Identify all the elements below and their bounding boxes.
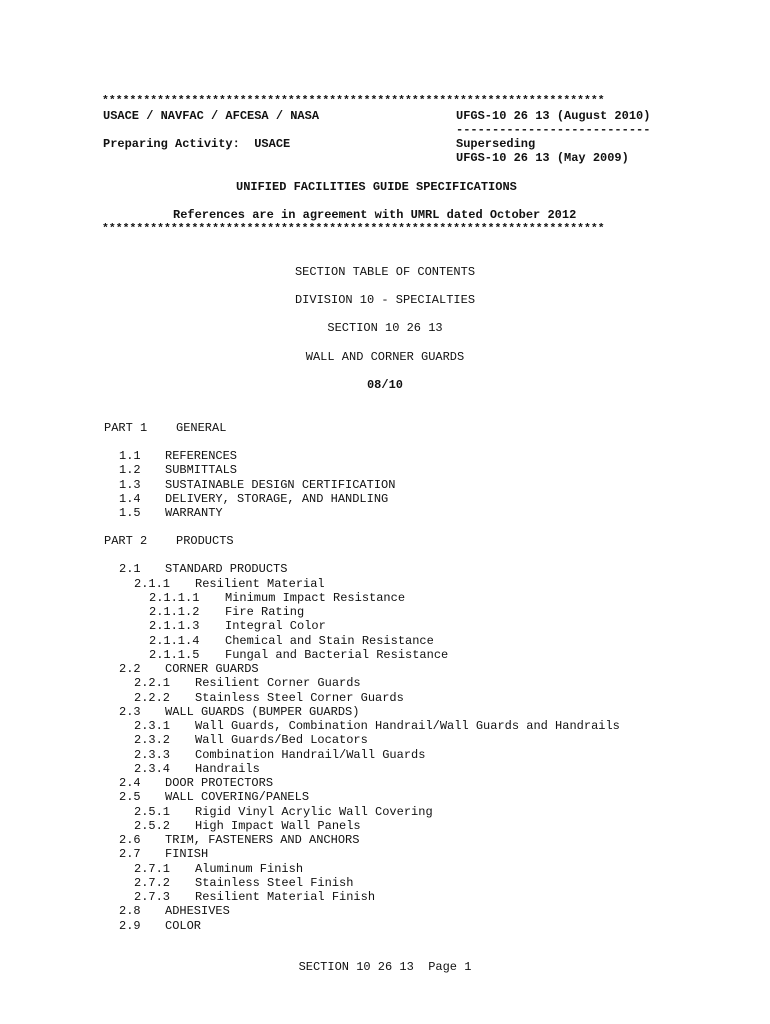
toc-number: 2.1 [119,562,141,577]
toc-number: PART 1 [104,421,148,435]
toc-title: Chemical and Stain Resistance [225,633,434,648]
toc-number: 1.3 [119,477,141,492]
toc-title: Resilient Material [195,576,325,591]
top-star-rule: ************************************************************************* [102,95,605,107]
section-name: WALL AND CORNER GUARDS [305,350,465,364]
toc-title: Rigid Vinyl Acrylic Wall Covering [195,804,433,819]
preparing-value: USACE [254,137,291,151]
toc-number: 2.4 [119,776,141,790]
toc-number: 2.3.4 [134,761,171,776]
toc-title: COLOR [165,918,202,933]
toc-heading: SECTION TABLE OF CONTENTS [294,265,476,279]
toc-number: 2.2.2 [134,690,171,705]
toc-number: 2.3.3 [134,747,171,762]
toc-title: Minimum Impact Resistance [225,590,406,605]
toc-title: Resilient Material Finish [195,890,376,904]
superseded-spec: UFGS-10 26 13 (May 2009) [456,151,629,165]
toc-title: Handrails [195,761,260,776]
toc-title: Stainless Steel Corner Guards [195,690,404,705]
toc-number: 2.5.1 [134,804,171,819]
toc-title: WALL COVERING/PANELS [165,790,310,805]
page-footer: SECTION 10 26 13 Page 1 [298,960,472,974]
toc-title: TRIM, FASTENERS AND ANCHORS [165,833,360,847]
toc-number: 1.5 [119,506,141,520]
toc-title: ADHESIVES [165,904,230,919]
toc-title: Integral Color [225,619,326,634]
toc-number: 2.3.2 [134,733,171,748]
toc-title: WARRANTY [165,506,223,520]
spec-id: UFGS-10 26 13 (August 2010) [456,109,651,123]
toc-title: Wall Guards/Bed Locators [195,733,368,748]
division-heading: DIVISION 10 - SPECIALTIES [294,293,476,307]
toc-title: DELIVERY, STORAGE, AND HANDLING [165,491,389,506]
toc-title: STANDARD PRODUCTS [165,562,288,577]
toc-number: 2.5.2 [134,818,171,833]
toc-number: 2.1.1.3 [149,619,200,634]
toc-title: FINISH [165,847,209,862]
toc-title: PRODUCTS [176,534,234,549]
toc-number: PART 2 [104,534,148,549]
toc-number: 2.7 [119,847,141,862]
toc-number: 1.4 [119,491,141,506]
toc-number: 2.7.1 [134,861,171,876]
toc-number: 2.8 [119,904,141,919]
toc-number: 2.9 [119,918,141,933]
toc-title: High Impact Wall Panels [195,818,361,833]
toc-number: 2.7.2 [134,875,171,890]
toc-number: 2.3 [119,704,141,719]
toc-title: Aluminum Finish [195,861,304,876]
toc-number: 2.6 [119,833,141,847]
section-heading: SECTION 10 26 13 [327,321,443,335]
toc-title: Fungal and Bacterial Resistance [225,647,449,662]
toc-title: Wall Guards, Combination Handrail/Wall Guards and Handrails [195,719,620,733]
toc-title: GENERAL [176,421,227,435]
dash-rule: --------------------------- [456,123,651,137]
umrl-note: References are in agreement with UMRL dated October 2012 [173,208,577,222]
toc-title: Combination Handrail/Wall Guards [195,747,426,762]
toc-number: 2.7.3 [134,890,171,904]
toc-number: 2.2 [119,662,141,676]
toc-title: Resilient Corner Guards [195,676,361,691]
toc-number: 2.1.1.4 [149,633,200,648]
toc-number: 2.3.1 [134,719,171,733]
toc-title: DOOR PROTECTORS [165,776,274,790]
section-date: 08/10 [366,378,403,392]
toc-number: 2.1.1.1 [149,590,200,605]
preparing-label: Preparing Activity: [103,137,240,151]
toc-title: Stainless Steel Finish [195,875,354,890]
toc-number: 2.1.1.5 [149,647,200,662]
toc-title: CORNER GUARDS [165,662,259,676]
bottom-star-rule: ************************************************************************* [102,223,605,235]
toc-number: 1.1 [119,449,141,463]
toc-number: 2.1.1.2 [149,605,200,619]
preparing-activity [103,137,290,151]
toc-title: WALL GUARDS (BUMPER GUARDS) [165,704,360,719]
toc-number: 2.1.1 [134,576,171,591]
toc-title: Fire Rating [225,605,305,619]
guide-title: UNIFIED FACILITIES GUIDE SPECIFICATIONS [236,180,517,194]
toc-number: 2.5 [119,790,141,805]
toc-title: SUBMITTALS [165,463,238,478]
superseding-label: Superseding [456,137,536,151]
toc-number: 1.2 [119,463,141,478]
toc-number: 2.2.1 [134,676,171,691]
agencies: USACE / NAVFAC / AFCESA / NASA [103,109,320,123]
toc-title: SUSTAINABLE DESIGN CERTIFICATION [165,477,396,492]
toc-title: REFERENCES [165,449,238,463]
